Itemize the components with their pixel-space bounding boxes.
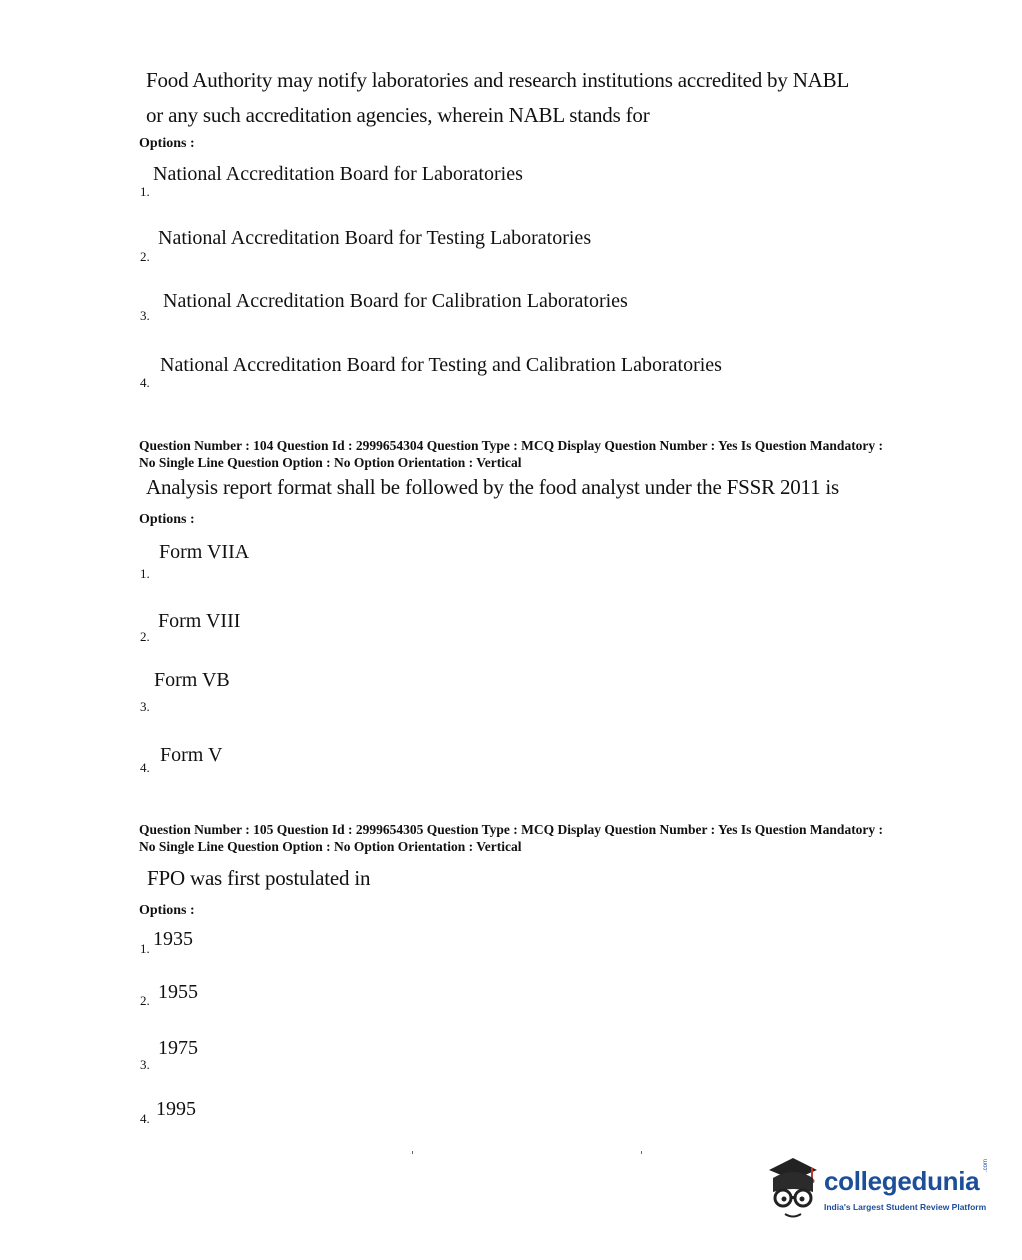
q103-options-label: Options : [139, 136, 195, 151]
q105-option-2-text: 1955 [158, 981, 198, 1003]
q104-option-4-text: Form V [160, 744, 223, 766]
collegedunia-logo [763, 1152, 993, 1224]
q104-option-1-text: Form VIIA [159, 541, 250, 563]
q103-option-3-number: 3. [140, 308, 150, 323]
q103-option-3-text: National Accreditation Board for Calibration Laboratories [163, 290, 628, 312]
q104-option-2-number: 2. [140, 629, 150, 644]
brand-tagline: India's Largest Student Review Platform [824, 1202, 987, 1212]
q105-option-1-text: 1935 [153, 928, 193, 950]
brand-wordmark: collegedunia [824, 1166, 980, 1196]
brand-dotcom: .com [983, 1158, 989, 1172]
q105-option-3-text: 1975 [158, 1037, 198, 1059]
q104-options-label: Options : [139, 512, 195, 527]
q105-option-4-text: 1995 [156, 1098, 196, 1120]
q103-option-2-text: National Accreditation Board for Testing Laboratories [158, 227, 592, 249]
q103-text-line2: or any such accreditation agencies, wherein NABL stands for [146, 103, 650, 127]
q103-text-line1: Food Authority may notify laboratories and research institutions accredited by NABL [146, 68, 850, 92]
q104-option-3-number: 3. [140, 699, 150, 714]
q104-option-3-text: Form VB [154, 669, 230, 691]
q103-option-4-number: 4. [140, 375, 150, 390]
q105-option-1-number: 1. [140, 941, 150, 956]
q103-option-2-number: 2. [140, 249, 150, 264]
q104-meta: Question Number : 104 Question Id : 2999654304 Question Type : MCQ Display Question Number : Yes Is Question Mandatory : No Single Line Question Option : No Option Orientation : Vertical [139, 438, 884, 470]
scan-mark [412, 1151, 413, 1154]
q103-option-4-text: National Accreditation Board for Testing and Calibration Laboratories [160, 354, 722, 376]
q104-option-2-text: Form VIII [158, 610, 241, 632]
q105-option-2-number: 2. [140, 993, 150, 1008]
q105-text: FPO was first postulated in [147, 866, 371, 890]
q103-option-1-text: National Accreditation Board for Laboratories [153, 163, 523, 185]
q105-option-4-number: 4. [140, 1111, 150, 1126]
q105-meta: Question Number : 105 Question Id : 2999654305 Question Type : MCQ Display Question Number : Yes Is Question Mandatory : No Single Line Question Option : No Option Orientation : Vertical [139, 822, 884, 854]
q105-options-label: Options : [139, 903, 195, 918]
mascot-icon [763, 1152, 823, 1224]
q105-option-3-number: 3. [140, 1057, 150, 1072]
q103-option-1-number: 1. [140, 184, 150, 199]
q104-option-1-number: 1. [140, 566, 150, 581]
scan-mark [641, 1151, 642, 1154]
q104-option-4-number: 4. [140, 760, 150, 775]
q104-text: Analysis report format shall be followed by the food analyst under the FSSR 2011 is [146, 475, 840, 499]
